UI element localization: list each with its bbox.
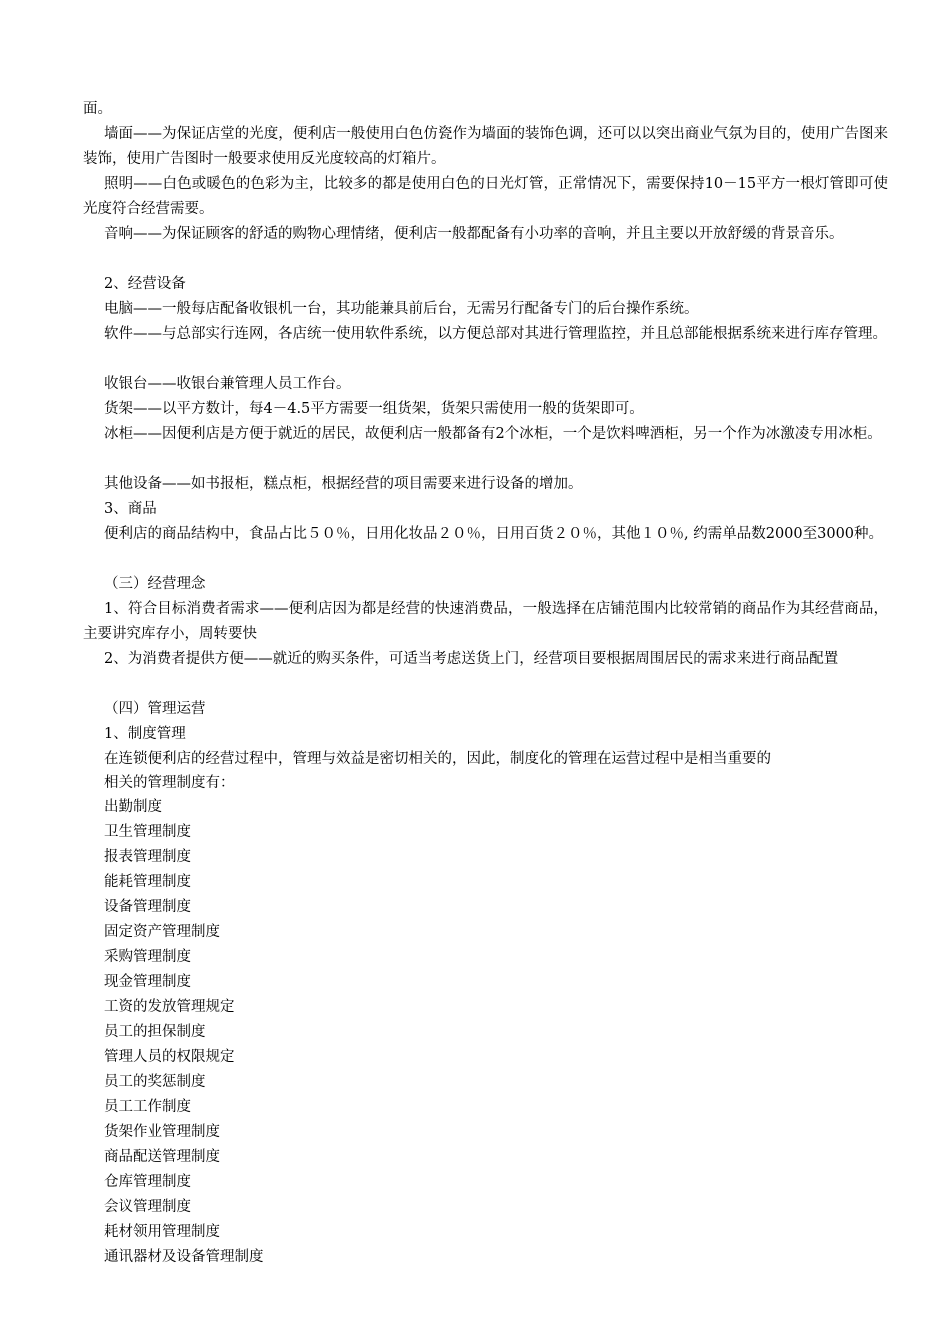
list-item: 耗材领用管理制度: [104, 1224, 220, 1240]
list-item: 商品配送管理制度: [104, 1149, 220, 1165]
list-item: 固定资产管理制度: [104, 924, 220, 940]
paragraph-audio: 音响——为保证顾客的舒适的购物心理情绪，便利店一般都配备有小功率的音响，并且主要以开放舒缓的背景音乐。: [104, 226, 844, 242]
paragraph-system-management: 在连锁便利店的经营过程中，管理与效益是密切相关的，因此，制度化的管理在运营过程中是相当重要的: [104, 751, 771, 767]
list-item: 会议管理制度: [104, 1199, 191, 1215]
paragraph-philosophy-2: 2、为消费者提供方便——就近的购买条件，可适当考虑送货上门，经营项目要根据周围居民的需求来进行商品配置: [104, 651, 839, 667]
list-item: 卫生管理制度: [104, 824, 191, 840]
paragraph-shelves: 货架——以平方数计，每4－4.5平方需要一组货架，货架只需使用一般的货架即可。: [104, 401, 644, 417]
list-item: 员工的担保制度: [104, 1024, 206, 1040]
list-item: 员工工作制度: [104, 1099, 191, 1115]
list-item: 出勤制度: [104, 799, 162, 815]
paragraph-continuation: 面。: [83, 101, 112, 117]
list-item: 能耗管理制度: [104, 874, 191, 890]
section-heading-equipment: 2、经营设备: [104, 276, 186, 292]
list-item: 现金管理制度: [104, 974, 191, 990]
paragraph-computer: 电脑——一般每店配备收银机一台，其功能兼具前后台，无需另行配备专门的后台操作系统。: [104, 301, 699, 317]
paragraph-software: 软件——与总部实行连网，各店统一使用软件系统，以方便总部对其进行管理监控，并且总部能根据系统来进行库存管理。: [104, 326, 887, 342]
list-item: 报表管理制度: [104, 849, 191, 865]
list-item: 管理人员的权限规定: [104, 1049, 235, 1065]
section-heading-management: （四）管理运营: [104, 701, 206, 717]
section-heading-goods: 3、商品: [104, 501, 157, 517]
list-item: 货架作业管理制度: [104, 1124, 220, 1140]
list-item: 员工的奖惩制度: [104, 1074, 206, 1090]
list-item: 通讯器材及设备管理制度: [104, 1249, 264, 1265]
list-item: 设备管理制度: [104, 899, 191, 915]
section-heading-system-management: 1、制度管理: [104, 726, 186, 742]
paragraph-fridge: 冰柜——因便利店是方便于就近的居民，故便利店一般都备有2个冰柜，一个是饮料啤酒柜，另一个作为冰激凌专用冰柜。: [104, 426, 882, 442]
regulation-list: [104, 795, 264, 1270]
paragraph-philosophy-1: 1、符合目标消费者需求——便利店因为都是经营的快速消费品，一般选择在店铺范围内比较常销的商品作为其经营商品，主要讲究库存小，周转要快: [83, 601, 888, 642]
section-heading-philosophy: （三）经营理念: [104, 576, 206, 592]
list-item: 采购管理制度: [104, 949, 191, 965]
paragraph-checkout: 收银台——收银台兼管理人员工作台。: [104, 376, 351, 392]
paragraph-other-equipment: 其他设备——如书报柜，糕点柜，根据经营的项目需要来进行设备的增加。: [104, 476, 583, 492]
list-item: 仓库管理制度: [104, 1174, 191, 1190]
paragraph-wall: 墙面——为保证店堂的光度，便利店一般使用白色仿瓷作为墙面的装饰色调，还可以以突出商业气氛为目的，使用广告图来装饰，使用广告图时一般要求使用反光度较高的灯箱片。: [83, 126, 888, 167]
paragraph-lighting: 照明——白色或暖色的色彩为主，比较多的都是使用白色的日光灯管，正常情况下，需要保持10－15平方一根灯管即可使光度符合经营需要。: [83, 176, 888, 217]
list-item: 工资的发放管理规定: [104, 999, 235, 1015]
paragraph-related-regulations: 相关的管理制度有：: [104, 775, 235, 791]
paragraph-goods-structure: 便利店的商品结构中，食品占比５０％，日用化妆品２０％，日用百货２０％，其他１０％, 约需单品数2000至3000种。: [104, 526, 884, 542]
